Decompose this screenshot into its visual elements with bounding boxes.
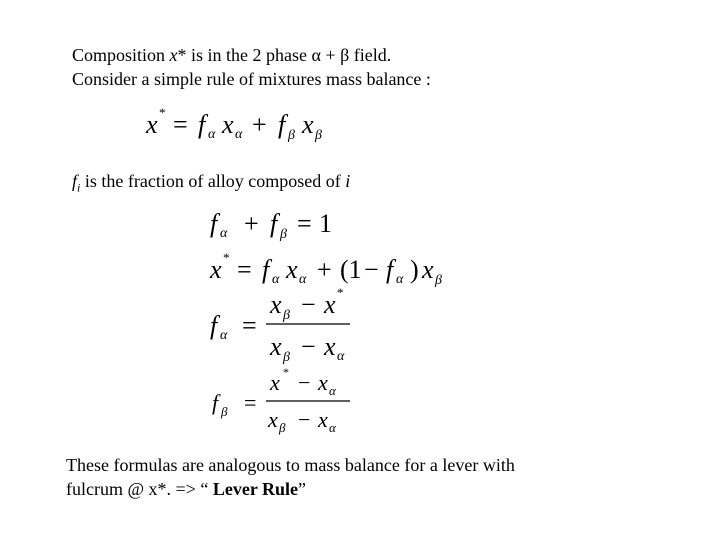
s3-den-minus: − bbox=[301, 332, 316, 361]
s3-eq: = bbox=[242, 311, 257, 340]
mb-plus: + bbox=[252, 110, 267, 139]
s2-x: x bbox=[210, 255, 222, 284]
mb-f-alpha: f bbox=[198, 110, 206, 139]
s3-den-x-alpha-sub: α bbox=[337, 349, 345, 364]
s3-f-alpha: f bbox=[210, 311, 218, 340]
s4-den-x-alpha-sub: α bbox=[329, 420, 336, 435]
derivation-svg bbox=[200, 200, 480, 440]
mb-eq: = bbox=[173, 110, 188, 139]
mb-x-alpha-sub: α bbox=[235, 127, 243, 142]
s2-f-alpha-2: f bbox=[386, 255, 394, 284]
s4-num-x-alpha: x bbox=[318, 370, 328, 395]
s4-num-minus: − bbox=[298, 370, 311, 395]
mb-star: * bbox=[159, 105, 166, 120]
s2-f-alpha-2-sub: α bbox=[396, 272, 404, 287]
lever-rule-derivation bbox=[200, 200, 480, 445]
conclusion-line-1: These formulas are analogous to mass balance for a lever with bbox=[66, 455, 515, 475]
s3-num-x-beta: x bbox=[270, 290, 282, 319]
s4-den-minus: − bbox=[298, 407, 311, 432]
s2-close: ) bbox=[410, 255, 419, 284]
definition-line bbox=[72, 170, 350, 199]
f-alpha-formula bbox=[210, 285, 350, 365]
mb-x-alpha: x bbox=[222, 110, 234, 139]
conclusion-suffix: ” bbox=[298, 479, 307, 499]
intro-line-1 bbox=[72, 44, 391, 66]
conclusion-prefix: fulcrum @ x*. => “ bbox=[66, 479, 213, 499]
s3-den-x-alpha: x bbox=[324, 332, 336, 361]
s3-num-x: x bbox=[324, 290, 336, 319]
mb-f-beta-sub: β bbox=[288, 128, 295, 143]
s1-f-beta: f bbox=[270, 209, 278, 238]
s1-plus: + bbox=[244, 209, 259, 238]
s4-den-x-alpha: x bbox=[318, 407, 328, 432]
s4-num-x: x bbox=[270, 370, 280, 395]
definition-f: f bbox=[72, 171, 78, 191]
s4-den-x-beta: x bbox=[268, 407, 278, 432]
f-beta-formula bbox=[212, 365, 350, 435]
s2-x-beta: x bbox=[422, 255, 434, 284]
s3-num-x-beta-sub: β bbox=[283, 308, 290, 323]
mb-x: x bbox=[146, 110, 158, 139]
s1-one: 1 bbox=[319, 209, 332, 238]
s3-den-x-beta: x bbox=[270, 332, 282, 361]
definition-tail-var: i bbox=[345, 171, 351, 191]
mb-x-beta-sub: β bbox=[315, 128, 322, 143]
s4-f-beta: f bbox=[212, 390, 219, 415]
lever-rule-label: Lever Rule bbox=[212, 479, 299, 499]
s3-num-minus: − bbox=[301, 290, 316, 319]
s3-f-alpha-sub: α bbox=[220, 328, 228, 343]
conclusion-line-2 bbox=[66, 478, 306, 500]
s1-eq: = bbox=[297, 209, 312, 238]
intro-composition-var: x bbox=[169, 45, 178, 65]
intro-line-1-suffix: * is in the 2 phase α + β field. bbox=[177, 45, 392, 65]
s3-num-star: * bbox=[337, 285, 344, 300]
substituted-formula bbox=[209, 250, 442, 288]
mb-f-beta: f bbox=[278, 110, 286, 139]
s2-f-alpha-sub: α bbox=[272, 272, 280, 287]
mb-f-alpha-sub: α bbox=[208, 127, 216, 142]
s2-plus: + bbox=[317, 255, 332, 284]
s4-den-x-beta-sub: β bbox=[279, 420, 286, 435]
s2-x-alpha-sub: α bbox=[299, 272, 307, 287]
s4-eq: = bbox=[244, 390, 257, 415]
s4-f-beta-sub: β bbox=[221, 404, 228, 419]
s2-open: (1 bbox=[340, 255, 362, 284]
s1-f-alpha: f bbox=[210, 209, 218, 238]
s1-f-alpha-sub: α bbox=[220, 226, 228, 241]
s2-star: * bbox=[223, 250, 230, 265]
s2-x-beta-sub: β bbox=[435, 273, 442, 288]
s2-eq: = bbox=[237, 255, 252, 284]
intro-line-1-prefix: Composition bbox=[72, 45, 170, 65]
s3-den-x-beta-sub: β bbox=[283, 350, 290, 365]
definition-f-sub: i bbox=[77, 180, 81, 195]
s4-num-x-alpha-sub: α bbox=[329, 383, 336, 398]
definition-text: is the fraction of alloy composed of bbox=[80, 171, 346, 191]
mb-x-beta: x bbox=[302, 110, 314, 139]
mass-balance-formula bbox=[140, 100, 360, 155]
s4-num-star: * bbox=[283, 365, 289, 379]
s2-x-alpha: x bbox=[286, 255, 298, 284]
intro-line-2: Consider a simple rule of mixtures mass balance : bbox=[72, 69, 431, 89]
s1-f-beta-sub: β bbox=[280, 227, 287, 242]
sum-to-one-formula bbox=[210, 209, 332, 242]
s2-f-alpha: f bbox=[262, 255, 270, 284]
s2-minus: − bbox=[364, 255, 379, 284]
mass-balance-svg bbox=[140, 100, 360, 150]
